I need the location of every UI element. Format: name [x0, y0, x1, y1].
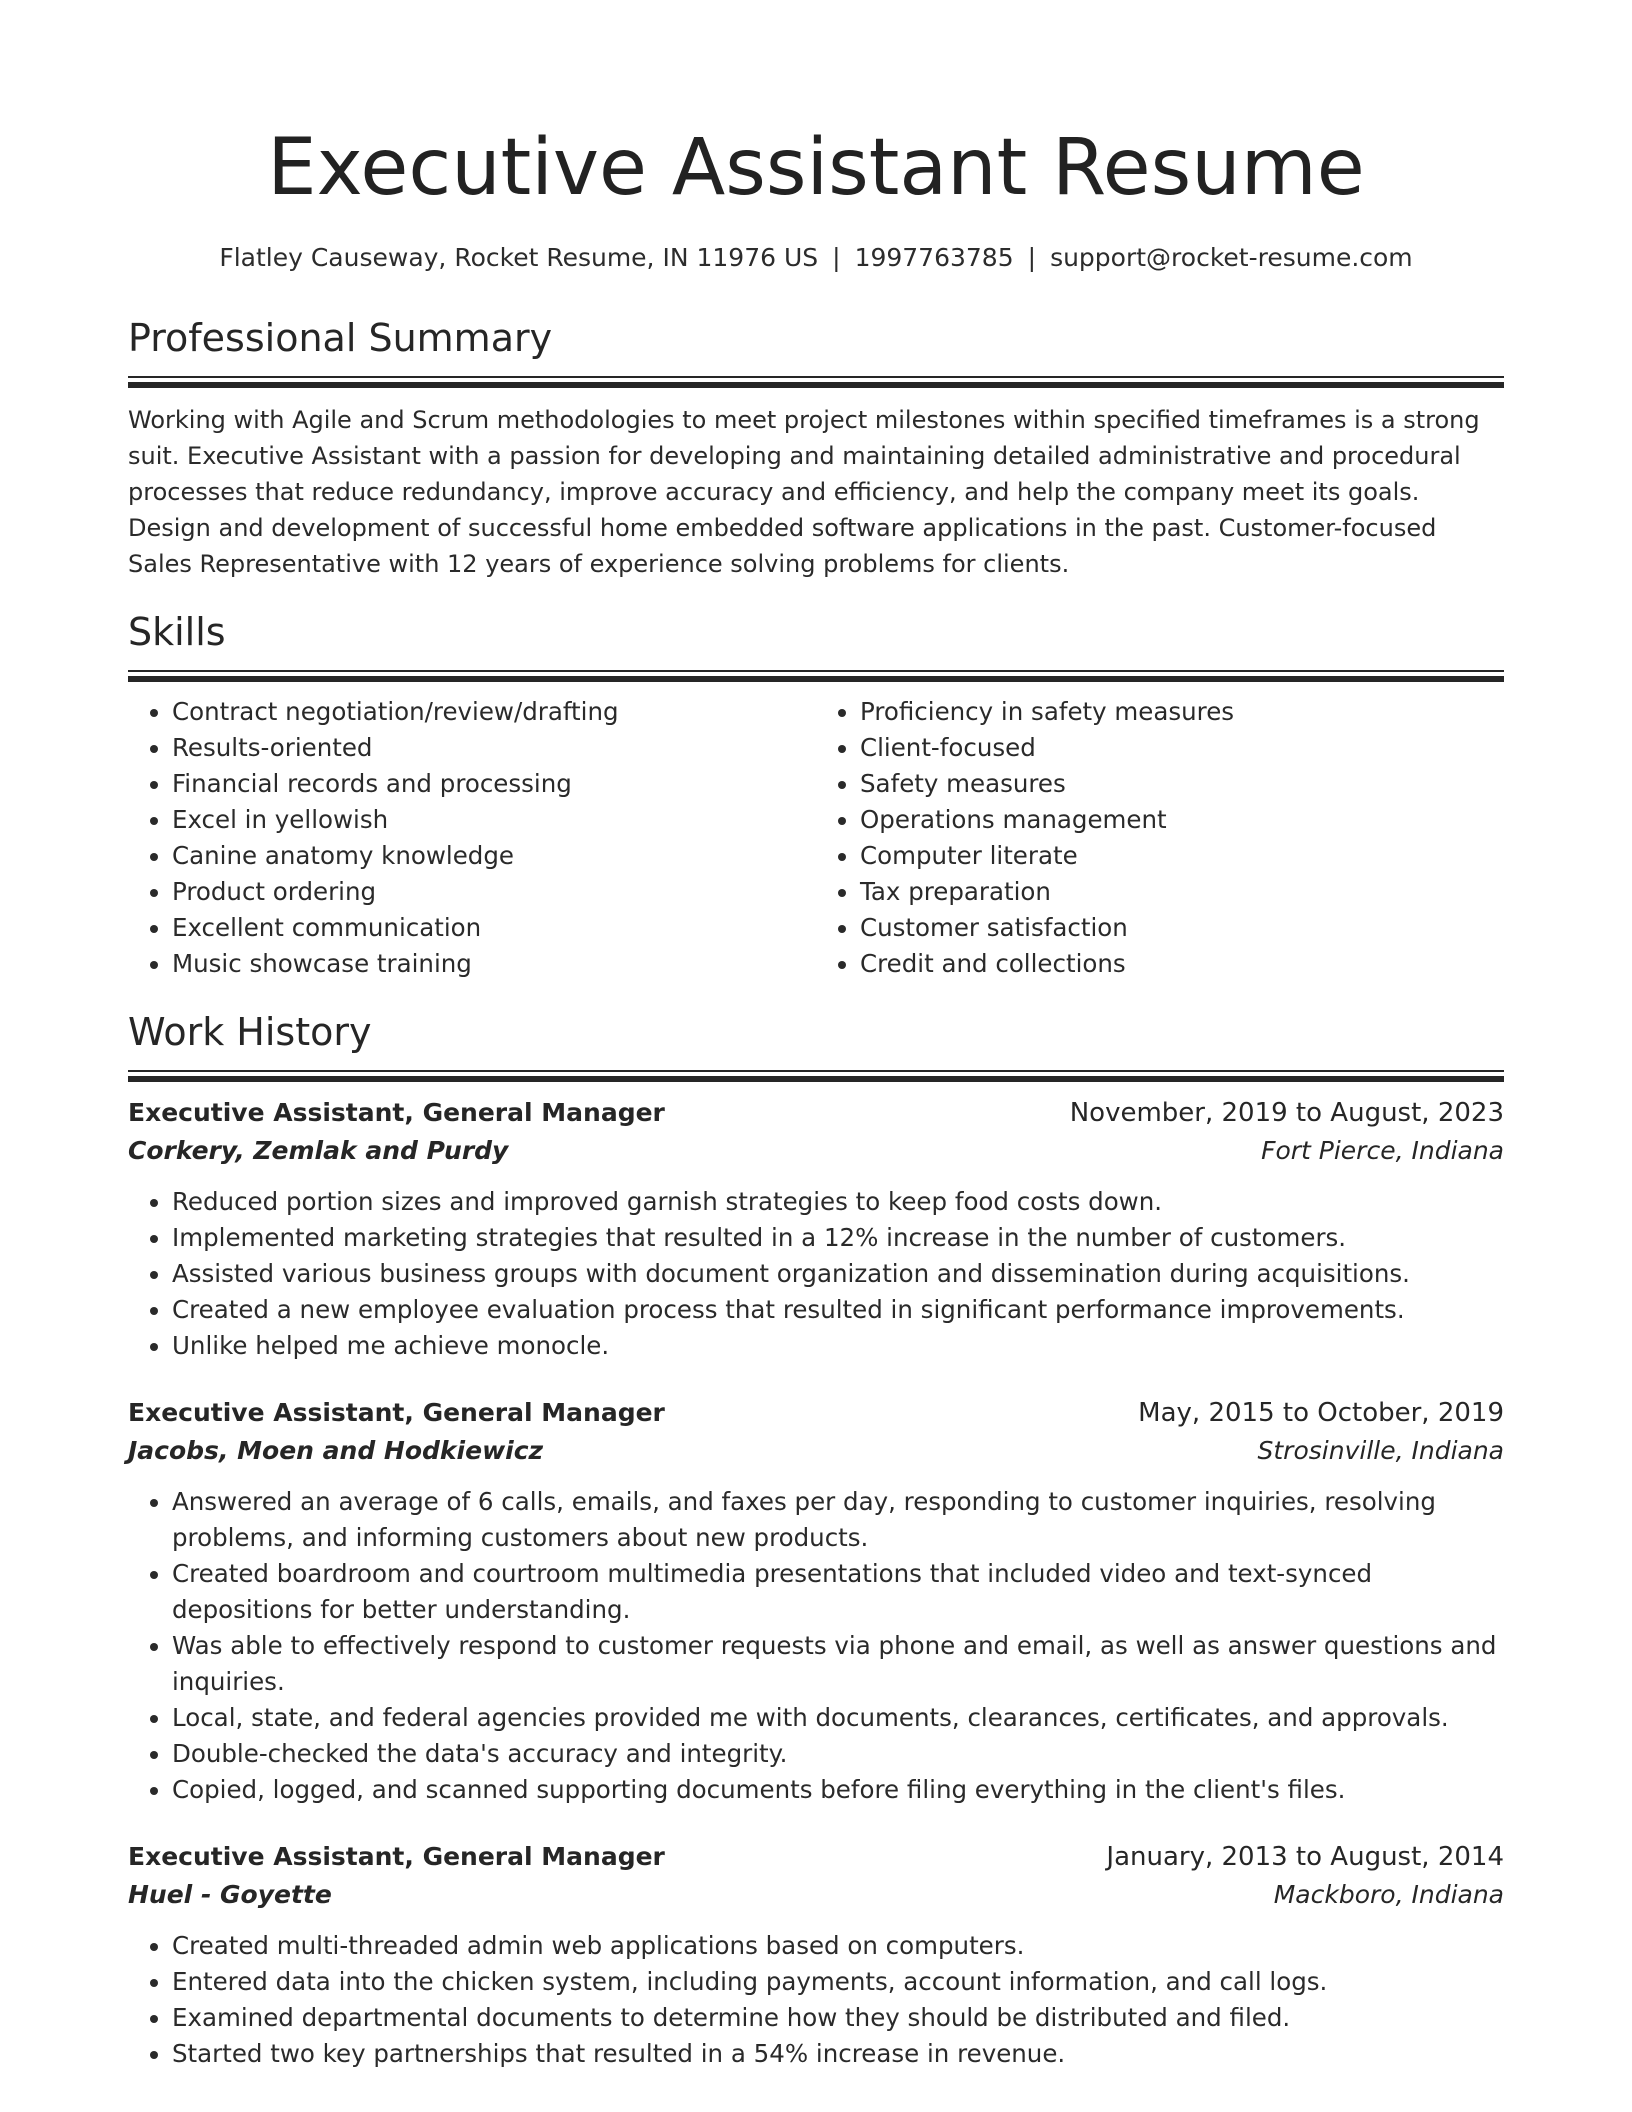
job-header-row — [128, 1838, 1504, 1876]
job-location: Strosinville, Indiana — [1257, 1436, 1504, 1465]
contact-phone: 1997763785 — [854, 243, 1014, 272]
section-divider — [128, 670, 1504, 682]
skill-item: • Operations management — [860, 802, 1504, 838]
job-title: Executive Assistant, General Manager — [128, 1098, 665, 1127]
job-company-row — [128, 1132, 1504, 1170]
job-company-row — [128, 1432, 1504, 1470]
job-bullets — [128, 1184, 1504, 1364]
skill-item: • Tax preparation — [860, 874, 1504, 910]
work-history-heading: Work History — [128, 1010, 372, 1054]
summary-text: Working with Agile and Scrum methodologies to meet project milestones within specified timeframes is a strong suit. Executive Assistant with a passion for developing and maintaining detailed administrative and procedural processes that reduce redundancy, improve accuracy and efficiency, and help the company meet its goals. Design and development of successful home embedded software applications in the past. Customer-focused Sales Representative with 12 years of experience solving problems for clients. — [128, 406, 1480, 578]
skill-item: • Safety measures — [860, 766, 1504, 802]
work-history-section — [128, 1008, 1504, 2072]
skills-heading: Skills — [128, 610, 226, 654]
summary-heading: Professional Summary — [128, 316, 553, 360]
skills-left-list — [128, 694, 816, 982]
skill-item: • Results-oriented — [172, 730, 816, 766]
section-divider — [128, 1070, 1504, 1082]
job-location: Mackboro, Indiana — [1273, 1880, 1504, 1909]
job-bullet: • Reduced portion sizes and improved garnish strategies to keep food costs down. — [172, 1184, 1504, 1220]
job-bullet: • Implemented marketing strategies that resulted in a 12% increase in the number of customers. — [172, 1220, 1504, 1256]
job-header-row — [128, 1394, 1504, 1432]
resume-title: Executive Assistant Resume — [267, 123, 1365, 213]
skills-left-column — [128, 694, 816, 982]
contact-line — [128, 240, 1504, 276]
job-location: Fort Pierce, Indiana — [1261, 1136, 1504, 1165]
skill-item: • Computer literate — [860, 838, 1504, 874]
skill-item: • Contract negotiation/review/drafting — [172, 694, 816, 730]
job-bullet: • Created boardroom and courtroom multimedia presentations that included video and text-synced depositions for better understanding. — [172, 1556, 1504, 1628]
job-entry — [128, 1094, 1504, 1364]
job-bullet: • Double-checked the data's accuracy and integrity. — [172, 1736, 1504, 1772]
skill-item: • Product ordering — [172, 874, 816, 910]
skill-item: • Customer satisfaction — [860, 910, 1504, 946]
job-bullet: • Copied, logged, and scanned supporting documents before filing everything in the client's files. — [172, 1772, 1504, 1808]
job-bullet: • Started two key partnerships that resulted in a 54% increase in revenue. — [172, 2036, 1504, 2072]
skill-item: • Credit and collections — [860, 946, 1504, 982]
job-title: Executive Assistant, General Manager — [128, 1398, 665, 1427]
contact-address: Flatley Causeway, Rocket Resume, IN 11976 US — [219, 243, 819, 272]
job-dates: November, 2019 to August, 2023 — [1069, 1098, 1504, 1128]
skills-right-column — [816, 694, 1504, 982]
job-bullet: • Entered data into the chicken system, including payments, account information, and call logs. — [172, 1964, 1504, 2000]
skills-section — [128, 608, 1504, 982]
job-bullet: • Unlike helped me achieve monocle. — [172, 1328, 1504, 1364]
job-title: Executive Assistant, General Manager — [128, 1842, 665, 1871]
contact-separator: | — [832, 243, 841, 272]
skill-item: • Excel in yellowish — [172, 802, 816, 838]
job-dates: May, 2015 to October, 2019 — [1138, 1398, 1504, 1428]
skill-item: • Music showcase training — [172, 946, 816, 982]
job-bullet: • Was able to effectively respond to customer requests via phone and email, as well as answer questions and inquiries. — [172, 1628, 1504, 1700]
section-divider — [128, 376, 1504, 388]
skill-item: • Excellent communication — [172, 910, 816, 946]
skill-item: • Client-focused — [860, 730, 1504, 766]
job-bullet: • Created multi-threaded admin web applications based on computers. — [172, 1928, 1504, 1964]
skills-columns — [128, 694, 1504, 982]
summary-section — [128, 314, 1504, 582]
skill-item: • Financial records and processing — [172, 766, 816, 802]
job-header-row — [128, 1094, 1504, 1132]
job-bullet: • Examined departmental documents to determine how they should be distributed and filed. — [172, 2000, 1504, 2036]
job-company: Corkery, Zemlak and Purdy — [128, 1136, 509, 1165]
job-bullet: • Created a new employee evaluation process that resulted in significant performance improvements. — [172, 1292, 1504, 1328]
job-dates: January, 2013 to August, 2014 — [1106, 1842, 1504, 1872]
job-bullets — [128, 1928, 1504, 2072]
job-company: Jacobs, Moen and Hodkiewicz — [128, 1436, 544, 1465]
job-company-row — [128, 1876, 1504, 1914]
contact-email: support@rocket-resume.com — [1050, 243, 1413, 272]
job-company: Huel - Goyette — [128, 1880, 332, 1909]
job-entry — [128, 1394, 1504, 1808]
skills-right-list — [816, 694, 1504, 982]
job-bullet: • Local, state, and federal agencies provided me with documents, clearances, certificates, and approvals. — [172, 1700, 1504, 1736]
job-bullets — [128, 1484, 1504, 1808]
contact-separator: | — [1027, 243, 1037, 272]
job-entry — [128, 1838, 1504, 2072]
job-bullet: • Assisted various business groups with document organization and dissemination during acquisitions. — [172, 1256, 1504, 1292]
skill-item: • Canine anatomy knowledge — [172, 838, 816, 874]
job-bullet: • Answered an average of 6 calls, emails, and faxes per day, responding to customer inquiries, resolving problems, and informing customers about new products. — [172, 1484, 1504, 1556]
skill-item: • Proficiency in safety measures — [860, 694, 1504, 730]
